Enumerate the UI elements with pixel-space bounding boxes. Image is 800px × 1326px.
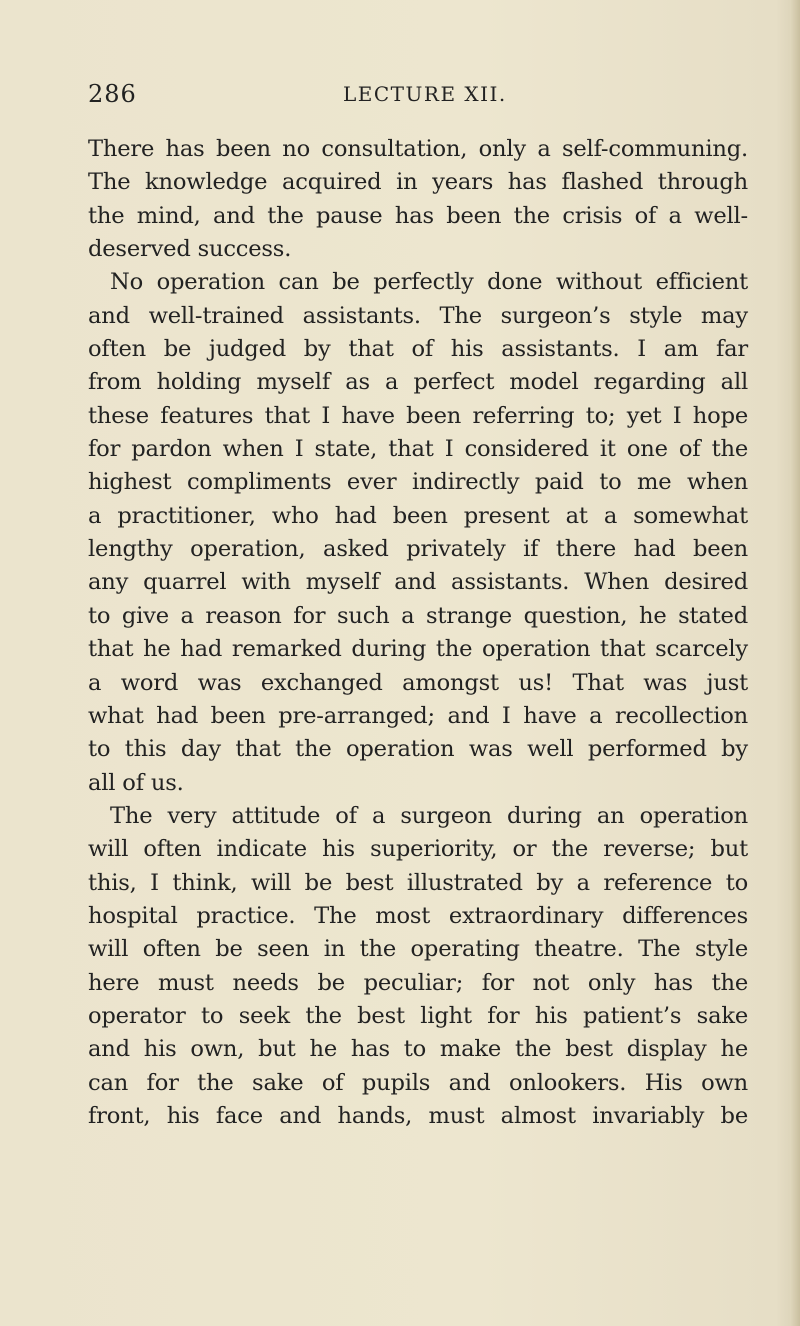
text-line: The very attitude of a surgeon during an operation [110, 802, 748, 829]
text-line: and well-trained assistants. The surgeon’s style may [88, 302, 748, 329]
text-line: No operation can be perfectly done without efficient [110, 269, 748, 296]
text-line: what had been pre-arranged; and I have a recollection [88, 702, 748, 729]
text-line: highest compliments ever indirectly paid to me when [88, 469, 748, 496]
text-line: can for the sake of pupils and onlookers. His own [88, 1069, 748, 1096]
text-line: from holding myself as a perfect model regarding all [88, 369, 748, 396]
text-line: any quarrel with myself and assistants. When desired [88, 569, 748, 596]
text-line: to this day that the operation was well performed by [88, 736, 748, 763]
text-line: for pardon when I state, that I considered it one of the [88, 436, 748, 463]
text-line: front, his face and hands, must almost invariably be [88, 1102, 748, 1129]
text-line: to give a reason for such a strange question, he stated [88, 602, 748, 629]
text-line: will often indicate his superiority, or the reverse; but [88, 836, 748, 863]
text-line: this, I think, will be best illustrated by a reference to [88, 869, 748, 896]
text-line: hospital practice. The most extraordinary differences [88, 902, 748, 929]
text-line: often be judged by that of his assistants. I am far [88, 336, 748, 363]
text-line: a word was exchanged amongst us! That was just [88, 669, 748, 696]
text-line: a practitioner, who had been present at a somewhat [88, 502, 748, 529]
text-line: deserved success. [88, 236, 292, 263]
chapter-title: LECTURE XII. [343, 82, 507, 106]
text-line: and his own, but he has to make the best display he [88, 1036, 748, 1063]
text-line: will often be seen in the operating theatre. The style [88, 936, 748, 963]
text-line: that he had remarked during the operation that scarcely [88, 636, 748, 663]
text-line: these features that I have been referring to; yet I hope [88, 402, 748, 429]
text-line: operator to seek the best light for his patient’s sake [88, 1002, 748, 1029]
text-line: lengthy operation, asked privately if there had been [88, 536, 748, 563]
text-line: the mind, and the pause has been the crisis of a well- [88, 202, 748, 229]
text-line: The knowledge acquired in years has flashed through [88, 169, 748, 196]
text-line: here must needs be peculiar; for not only has the [88, 969, 748, 996]
page-edge [790, 0, 800, 1326]
body-text [88, 133, 748, 1133]
text-line: There has been no consultation, only a self-communing. [88, 136, 748, 162]
page-number: 286 [88, 80, 137, 108]
text-line: all of us. [88, 769, 184, 796]
running-head [88, 80, 748, 116]
